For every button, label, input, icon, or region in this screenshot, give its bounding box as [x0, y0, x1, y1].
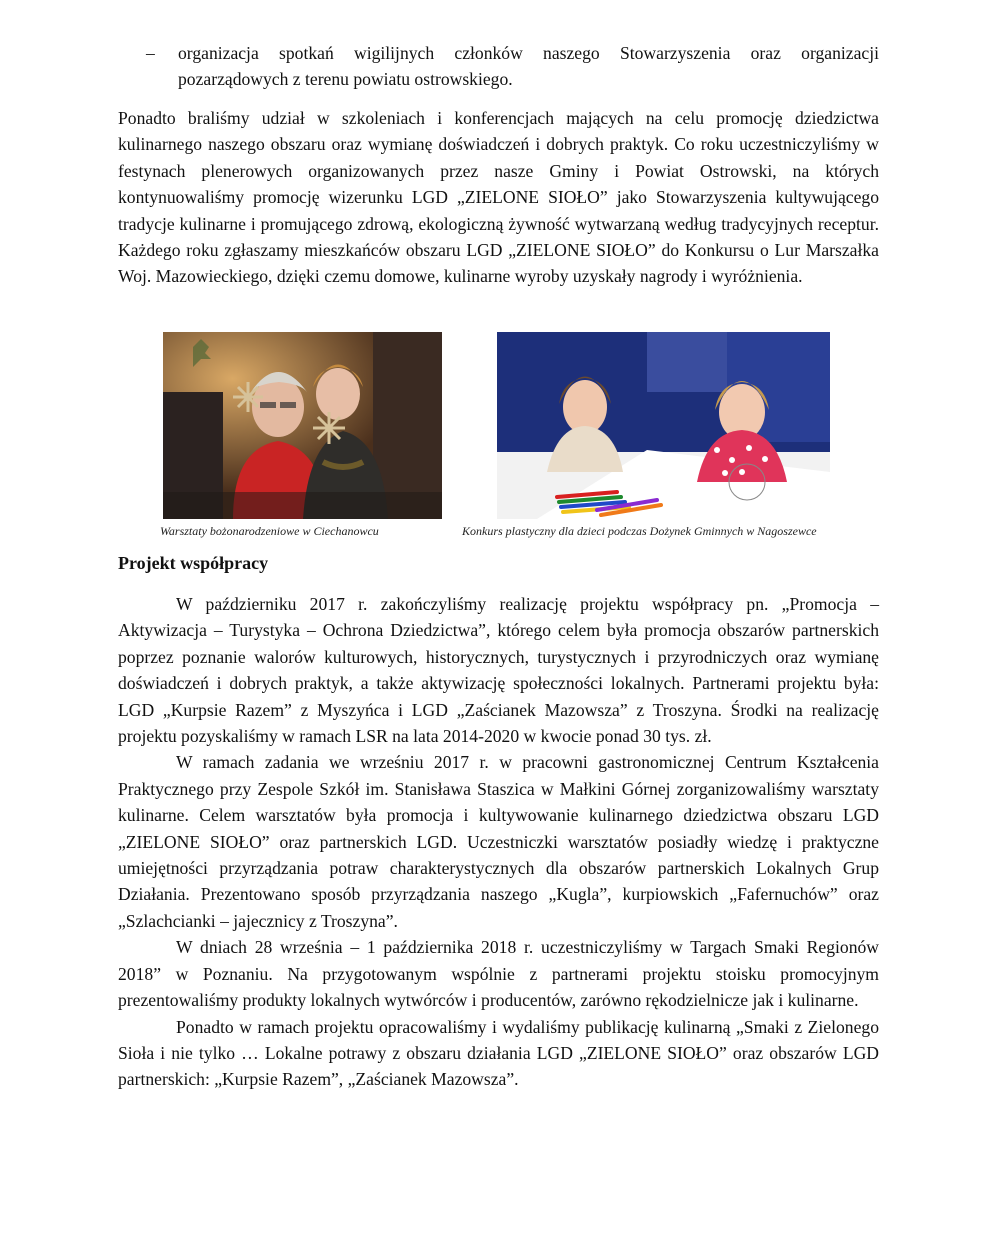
paragraph-project-intro: W październiku 2017 r. zakończyliśmy realizację projektu współpracy pn. „Promocja – Aktywizacja – Turystyka – Ochrona Dziedzictwa”, którego celem była promocja obszarów partnerskich poprzez poznanie walorów kulturowych, historycznych, turystycznych i przyrodniczych oraz wymianę doświadczeń i dobrych praktyk, a także aktywizację społeczności lokalnych. Partnerami projektu była: LGD „Kurpsie Razem” z Myszyńca i LGD „Zaścianek Mazowsza” z Troszyna. Środki na realizację projektu pozyskaliśmy w ramach LSR na lata 2014-2020 w kwocie ponad 30 tys. zł.	[118, 594, 879, 747]
paragraph-publication: Ponadto w ramach projektu opracowaliśmy i wydaliśmy publikację kulinarną „Smaki z Zielonego Sioła i nie tylko … Lokalne potrawy z obszaru działania LGD „ZIELONE SIOŁO” oraz obszarów LGD partnerskich: „Kurpsie Razem”, „Zaścianek Mazowsza”.	[118, 1016, 879, 1090]
bullet-item	[146, 40, 879, 93]
intro-paragraph: Ponadto braliśmy udział w szkoleniach i konferencjach mających na celu promocję dziedzictwa kulinarnego naszego obszaru oraz wymianę doświadczeń i dobrych praktyk. Co roku uczestniczyliśmy w festynach plenerowych organizowanych przez nasze Gminy i Powiat Ostrowski, na których kontynuowaliśmy promocję wizerunku LGD „ZIELONE SIOŁO” jako Stowarzyszenia kultywującego tradycje kulinarne i promującego zdrową, ekologiczną żywność wytwarzaną według tradycyjnych receptur. Każdego roku zgłaszamy mieszkańców obszaru LGD „ZIELONE SIOŁO” do Konkursu o Lur Marszałka Woj. Mazowieckiego, dzięki czemu domowe, kulinarne wyroby uzyskały nagrody i wyróżnienia.	[118, 108, 879, 287]
project-section	[118, 591, 879, 1093]
paragraph-culinary-workshops: W ramach zadania we wrześniu 2017 r. w pracowni gastronomicznej Centrum Kształcenia Praktycznego przy Zespole Szkół im. Stanisława Staszica w Małkini Górnej zorganizowaliśmy warsztaty kulinarne. Celem warsztatów była promocja i kultywowanie kulinarnego dziedzictwa obszaru LGD „ZIELONE SIOŁO” oraz partnerskich LGD. Uczestniczki warsztatów posiadły wiedzę i praktyczne umiejętności przyrządzania potraw charakterystycznych dla obszarów partnerskich Lokalnych Grup Działania. Prezentowano sposób przyrządzania naszego „Kugla”, kurpiowskich „Fafernuchów” oraz „Szlachcianki – jajecznicy z Troszyna”.	[118, 752, 879, 931]
paragraph-trade-fair: W dniach 28 września – 1 października 2018 r. uczestniczyliśmy w Targach Smaki Regionów 2018” w Poznaniu. Na przygotowanym wspólnie z partnerami projektu stoisku promocyjnym prezentowaliśmy produkty lokalnych wytwórców i producentów, zarówno rękodzielnicze jak i kulinarne.	[118, 937, 879, 1011]
section-heading: Projekt współpracy	[118, 553, 269, 573]
bullet-dash: –	[146, 43, 155, 63]
bullet-text: organizacja spotkań wigilijnych członków naszego Stowarzyszenia oraz organizacji pozarządowych z terenu powiatu ostrowskiego.	[178, 43, 879, 90]
photo-children-drawing	[497, 332, 830, 519]
photo-caption-2: Konkurs plastyczny dla dzieci podczas Dożynek Gminnych w Nagoszewce	[462, 524, 817, 538]
photo-christmas-workshop	[163, 332, 442, 519]
children-drawing-image	[497, 332, 830, 519]
photo-caption-1: Warsztaty bożonarodzeniowe w Ciechanowcu	[160, 524, 379, 538]
christmas-workshop-image	[163, 332, 442, 519]
